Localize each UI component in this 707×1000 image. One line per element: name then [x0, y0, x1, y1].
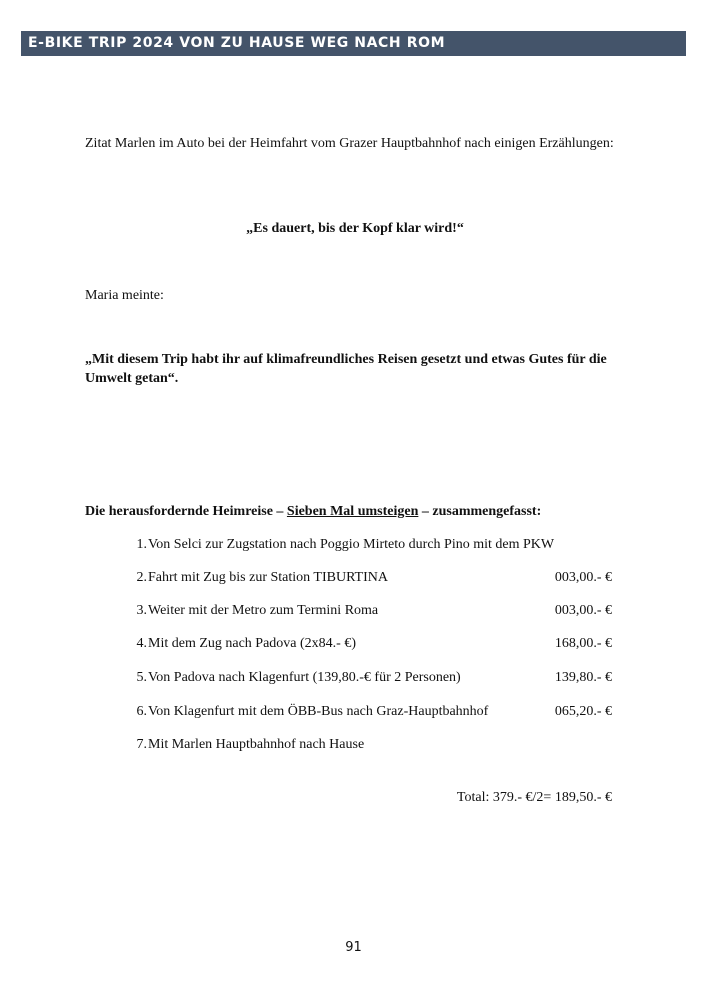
list-item: [85, 634, 612, 654]
item-number: 2.: [136, 570, 147, 585]
item-number: 5.: [136, 670, 147, 685]
summary-heading: [85, 502, 625, 521]
summary-heading-part1: Die herausfordernde Heimreise –: [85, 504, 287, 519]
item-text: Von Klagenfurt mit dem ÖBB-Bus nach Graz-Hauptbahnhof: [148, 704, 489, 719]
header-bar: [21, 31, 686, 56]
item-number: 4.: [136, 636, 147, 651]
item-text: Weiter mit der Metro zum Termini Roma: [148, 603, 379, 618]
list-item: [85, 702, 612, 722]
item-number: 3.: [136, 603, 147, 618]
item-text: Mit Marlen Hauptbahnhof nach Hause: [148, 737, 365, 752]
item-text: Von Selci zur Zugstation nach Poggio Mirteto durch Pino mit dem PKW: [148, 537, 555, 552]
quote-maria: „Mit diesem Trip habt ihr auf klimafreundliches Reisen gesetzt und etwas Gutes für die Umwelt getan“.: [85, 352, 607, 386]
item-price: 003,00.- €: [554, 603, 612, 618]
list-item: [85, 601, 612, 621]
maria-intro: Maria meinte:: [85, 288, 164, 303]
item-text: Mit dem Zug nach Padova (2x84.- €): [148, 636, 357, 651]
item-price: 065,20.- €: [554, 704, 612, 719]
total-summary: Total: 379.- €/2= 189,50.- €: [456, 790, 612, 805]
header-title: E-BIKE TRIP 2024 VON ZU HAUSE WEG NACH ROM: [28, 35, 446, 51]
summary-heading-underlined: Sieben Mal umsteigen: [286, 504, 419, 519]
item-price: 168,00.- €: [554, 636, 612, 651]
item-number: 6.: [136, 704, 147, 719]
list-item: [85, 535, 612, 555]
item-number: 1.: [136, 537, 147, 552]
list-item: [85, 668, 612, 688]
quote-intro: Zitat Marlen im Auto bei der Heimfahrt vom Grazer Hauptbahnhof nach einigen Erzählungen:: [85, 136, 614, 151]
item-price: 139,80.- €: [554, 670, 612, 685]
page-number: 91: [345, 940, 362, 955]
list-item: [85, 568, 612, 588]
item-price: 003,00.- €: [554, 570, 612, 585]
summary-heading-part2: – zusammengefasst:: [418, 504, 542, 519]
item-text: Fahrt mit Zug bis zur Station TIBURTINA: [148, 570, 388, 585]
list-item: [85, 735, 612, 755]
item-number: 7.: [136, 737, 147, 752]
item-text: Von Padova nach Klagenfurt (139,80.-€ für 2 Personen): [148, 670, 461, 685]
quote-marlen: „Es dauert, bis der Kopf klar wird!“: [246, 221, 464, 236]
